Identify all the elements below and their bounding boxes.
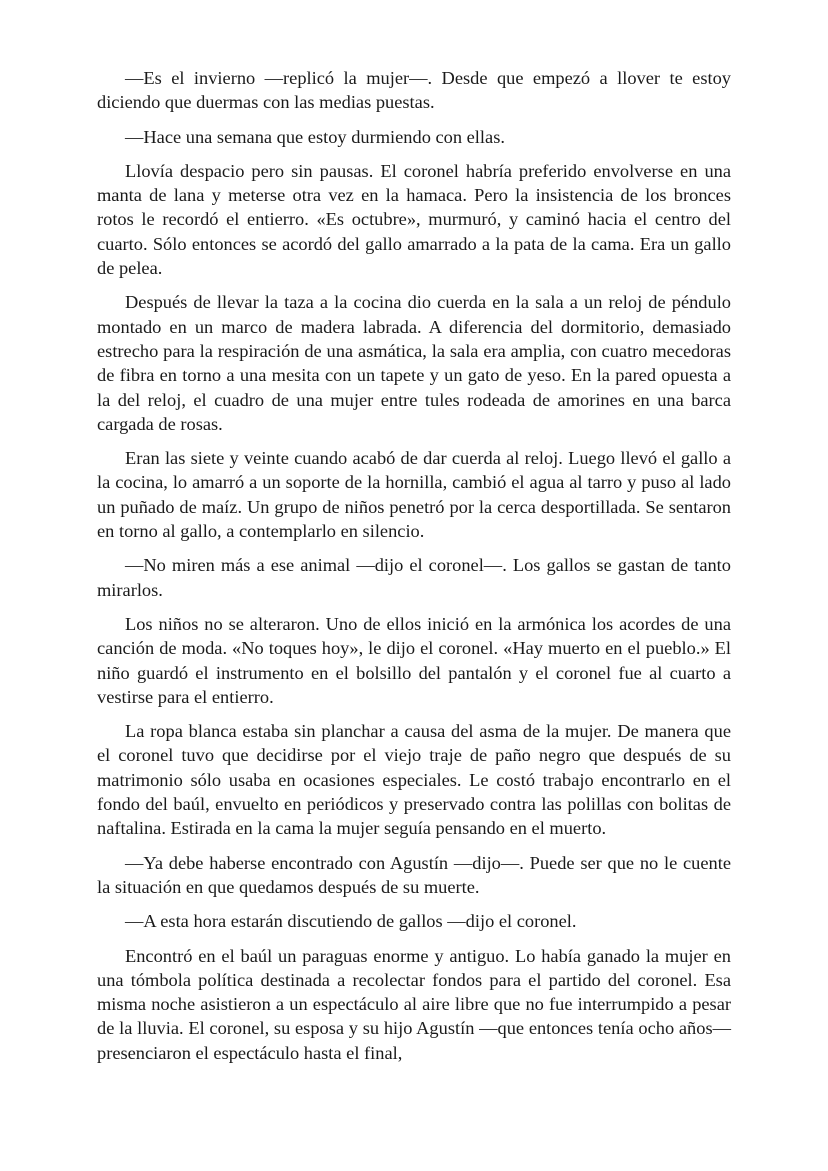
book-page — [97, 66, 731, 1075]
paragraph: Después de llevar la taza a la cocina dio cuerda en la sala a un reloj de péndulo montado en un marco de madera labrada. A diferencia del dormitorio, demasiado estrecho para la respiración de una asmática, la sala era amplia, con cuatro mecedoras de fibra en torno a una mesita con un tapete y un gato de yeso. En la pared opuesta a la del reloj, el cuadro de una mujer entre tules rodeada de amorines en una barca cargada de rosas. — [97, 292, 731, 434]
paragraph: Eran las siete y veinte cuando acabó de dar cuerda al reloj. Luego llevó el gallo a la cocina, lo amarró a un soporte de la hornilla, cambió el agua al tarro y puso al lado un puñado de maíz. Un grupo de niños penetró por la cerca desportillada. Se sentaron en torno al gallo, a contemplarlo en silencio. — [97, 448, 731, 542]
paragraph: —Es el invierno —replicó la mujer—. Desde que empezó a llover te estoy diciendo que duermas con las medias puestas. — [97, 68, 731, 113]
paragraph: —A esta hora estarán discutiendo de gallos —dijo el coronel. — [125, 911, 577, 932]
paragraph: —Ya debe haberse encontrado con Agustín —dijo—. Puede ser que no le cuente la situación en que quedamos después de su muerte. — [97, 852, 731, 897]
paragraph: Llovía despacio pero sin pausas. El coronel habría preferido envolverse en una manta de lana y meterse otra vez en la hamaca. Pero la insistencia de los bronces rotos le recordó el entierro. «Es octubre», murmuró, y caminó hacia el centro del cuarto. Sólo entonces se acordó del gallo amarrado a la pata de la cama. Era un gallo de pelea. — [97, 160, 731, 279]
paragraph: La ropa blanca estaba sin planchar a causa del asma de la mujer. De manera que el coronel tuvo que decidirse por el viejo traje de paño negro que después de su matrimonio sólo usaba en ocasiones especiales. Le costó trabajo encontrarlo en el fondo del baúl, envuelto en periódicos y preservado contra las polillas con bolitas de naftalina. Estirada en la cama la mujer seguía pensando en el muerto. — [97, 721, 731, 839]
paragraph: Los niños no se alteraron. Uno de ellos inició en la armónica los acordes de una canción de moda. «No toques hoy», le dijo el coronel. «Hay muerto en el pueblo.» El niño guardó el instrumento en el bolsillo del pantalón y el coronel fue al cuarto a vestirse para el entierro. — [97, 613, 731, 707]
paragraph: —No miren más a ese animal —dijo el coronel—. Los gallos se gastan de tanto mirarlos. — [97, 555, 731, 600]
paragraph: Encontró en el baúl un paraguas enorme y antiguo. Lo había ganado la mujer en una tómbola política destinada a recolectar fondos para el partido del coronel. Esa misma noche asistieron a un espectáculo al aire libre que no fue interrumpido a pesar de la lluvia. El coronel, su esposa y su hijo Agustín —que entonces tenía ocho años— presenciaron el espectáculo hasta el final, — [97, 945, 731, 1063]
paragraph: —Hace una semana que estoy durmiendo con ellas. — [125, 126, 505, 147]
